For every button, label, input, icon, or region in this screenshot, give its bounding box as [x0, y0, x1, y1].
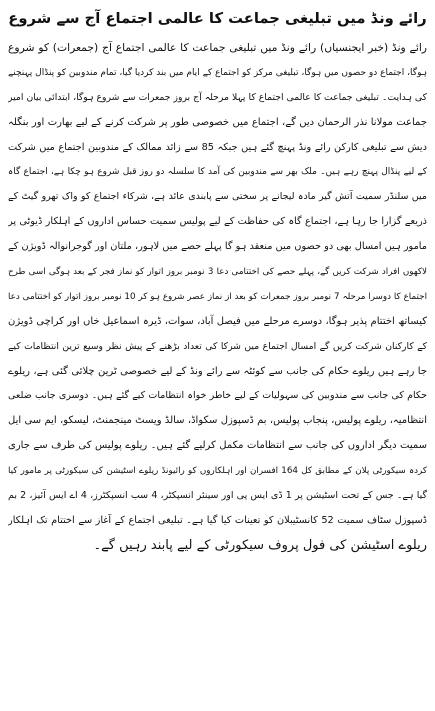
article-line: مامور ہیں امسال بھی دو حصوں میں منعقد ہو گا پہلے حصے میں لاہور، ملتان اور گوجرانوالہ ڈویژن کے	[8, 241, 427, 253]
article-line: جماعت مولانا نذر الرحمان دیں گے، اجتماع میں خصوصی طور پر شرکت کرنے کے لیے بھارت اور بنگلہ	[8, 116, 427, 128]
article-line: ڈسپوزل سٹاف سمیت 52 کانسٹیبلان کو تعینات کیا گیا ہے۔ تبلیغی اجتماع کے آغاز سے اختتام تک اہلکار	[8, 514, 427, 526]
article-line: گیا ہے۔ جس کے تحت اسٹیشن پر 1 ڈی ایس پی اور سینئر انسپکٹر، 4 سب انسپکٹرز، 4 اے ایس آئیز، 2 بم	[8, 490, 427, 502]
article-line: جا رہے ہیں ریلوے حکام کی جانب سے کوئٹہ سے رائے ونڈ کے لیے خصوصی ٹرین چلائی گئی ہے، ریلوے	[8, 365, 427, 377]
article-line: کردہ سیکورٹی پلان کے مطابق کل 164 افسران اور اہلکاروں کو رائیونڈ ریلوے اسٹیشن کی سیکورٹی پر مامور کیا	[8, 466, 427, 477]
article-line: انتظامیہ، ریلوے پولیس، پنجاب پولیس، بم ڈسپوزل سکواڈ، سالڈ ویسٹ مینجمنٹ، لیسکو، ایم سی ایل	[8, 415, 427, 427]
article-line: رائے ونڈ (خبر ایجنسیاں) رائے ونڈ میں تبلیغی جماعت کا عالمی اجتماع آج (جمعرات) کو شروع	[8, 41, 427, 54]
article-line: کیساتھ اختتام پذیر ہوگا، دوسرے مرحلے میں فیصل آباد، سوات، ڈیرہ اسماعیل خاں اور کراچی ڈویژن	[8, 315, 427, 327]
article-body	[8, 36, 427, 559]
article-line: کی ہدایت۔ تبلیغی جماعت کا عالمی اجتماع کا پہلا مرحلہ آج بروز جمعرات سے شروع ہوگا، ابتدائی بیان امیر	[8, 91, 427, 103]
article-line: ہوگا، اجتماع دو حصوں میں ہوگا، تبلیغی مرکز کو اجتماع کے ایام میں بند کردیا گیا، تمام مندوبین کو پنڈال پہنچنے	[8, 67, 427, 78]
article-line: کے کارکنان شرکت کریں گے امسال اجتماع میں شرکا کی تعداد بڑھنے کے پیش نظر وسیع ترین انتظامات کیے	[8, 340, 427, 352]
article-line: اجتماع کا دوسرا مرحلہ 7 نومبر بروز جمعرات کو بعد از نماز عصر شروع ہو کر 10 نومبر بروز اتوار کو اختتامی دعا	[8, 291, 427, 302]
article-line: لاکھوں افراد شرکت کریں گے، پہلے حصے کی اختتامی دعا 3 نومبر بروز اتوار کو نماز فجر کے بعد ہوگی اسی طرح	[8, 267, 427, 278]
article-line: میں سلنڈر سمیت آتش گیر مادہ لیجانے پر سختی سے پابندی عائد ہے، شرکاء اجتماع کو واک تھرو گیٹ کے	[8, 191, 427, 203]
article-line: کے لیے پنڈال پہنچ رہے ہیں۔ ملک بھر سے مندوبین کی آمد کا سلسلہ دو روز قبل شروع ہو چکا ہے، اجتماع گاہ	[8, 167, 427, 178]
article-line: دیش سے تبلیغی کارکن رائے ونڈ پہنچ گئے ہیں جبکہ 85 سے زائد ممالک کے مندوبین اجتماع میں شرکت	[8, 141, 427, 153]
article-line: ذریعے گزارا جا رہا ہے، اجتماع گاہ کی حفاظت کے لیے پولیس سمیت حساس اداروں کے اہلکار ڈیوٹی پر	[8, 216, 427, 228]
article-line: سمیت دیگر اداروں کی جانب سے انتظامات مکمل کرلیے گئے ہیں۔ ریلوے پولیس کی طرف سے جاری	[8, 440, 427, 452]
article-headline: رائے ونڈ میں تبلیغی جماعت کا عالمی اجتماع آج سے شروع	[8, 10, 427, 27]
article-line: ریلوے اسٹیشن کی فول پروف سیکورٹی کے لیے پابند رہیں گے۔	[93, 537, 427, 553]
article-line: حکام کی جانب سے مندوبین کی سہولیات کے لیے خاطر خواہ انتظامات کیے گئے ہیں۔ دوسری جانب ضلعی	[8, 390, 427, 402]
